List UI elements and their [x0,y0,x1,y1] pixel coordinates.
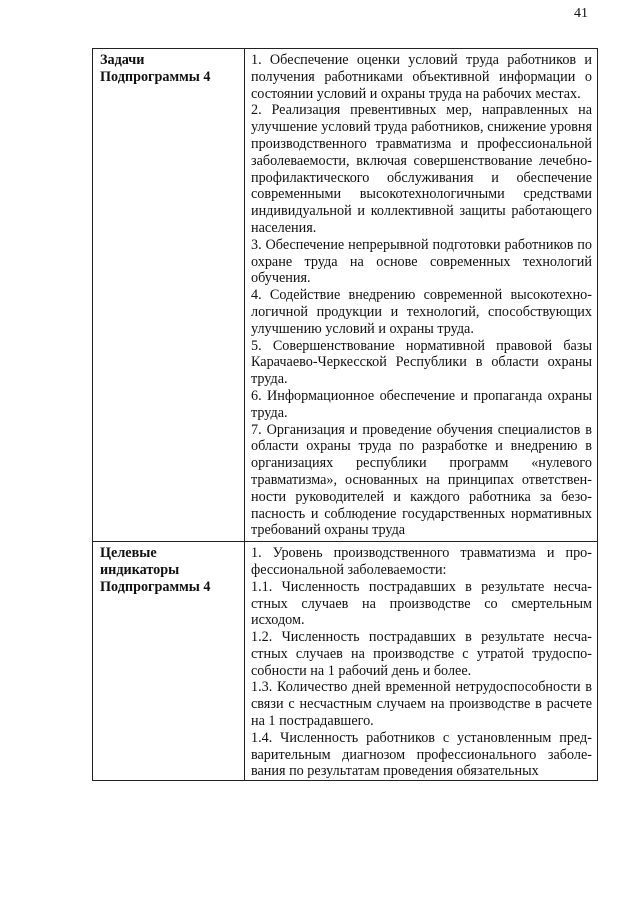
row-content-cell [245,49,598,542]
list-item: 2. Реализация превентивных мер, направленных на улучшение условий труда работников, снижение уровня производственного травматизма и профессиональной заболеваемости, включая совершенствование лечебно-профилактического обслуживания и обеспечение современными высокотехнологичными средствами индивидуальной и коллективной защиты работающего населения. [251,102,592,236]
list-item: 1. Уровень производственного травматизма и профессиональной заболеваемости: [251,545,592,578]
list-item: 4. Содействие внедрению современной высокотехнологичной продукции и технологий, способствующих улучшению условий и охраны труда. [251,287,592,337]
list-item: 1.3. Количество дней временной нетрудоспособности в связи с несчастным случаем на производстве в расчете на 1 пострадавшего. [251,679,592,730]
list-item: 1.1. Численность пострадавших в результате несчастных случаев на производстве со смертельным исходом. [251,578,592,629]
list-item: 3. Обеспечение непрерывной подготовки работников по охране труда на основе современных технологий обучения. [251,236,592,287]
list-item: 1.4. Численность работников с установленным предварительным диагнозом профессионального заболевания по результатам проведения обязательных [251,729,592,779]
list-item: 7. Организация и проведение обучения специалистов в области охраны труда по разработке и внедрению в организациях республики программ «нулевого травматизма», основанных на принципах ответственности руководителей и каждого работника за безопасность и соблюдение государственных нормативных требований охраны труда [251,421,592,539]
row-label: Задачи Подпрограммы 4 [100,52,211,85]
list-item: 5. Совершенствование нормативной правовой базы Карачаево-Черкесской Республики в области охраны труда. [251,337,592,388]
row-label: Целевые индикаторы Подпрограммы 4 [100,545,211,596]
program-table [92,48,598,781]
list-item: 6. Информационное обеспечение и пропаганда охраны труда. [251,387,592,421]
table-row-indicators [93,542,598,781]
table-row-tasks [93,49,598,542]
row-label-cell [93,49,245,542]
row-label-cell [93,542,245,781]
list-item: 1.2. Численность пострадавших в результате несчастных случаев на производстве с утратой трудоспособности на 1 рабочий день и более. [251,629,592,679]
row-content-cell [245,542,598,781]
page-number: 41 [574,6,588,21]
list-item: 1. Обеспечение оценки условий труда работников и получения работниками объективной информации о состоянии условий и охраны труда на рабочих местах. [251,52,592,102]
